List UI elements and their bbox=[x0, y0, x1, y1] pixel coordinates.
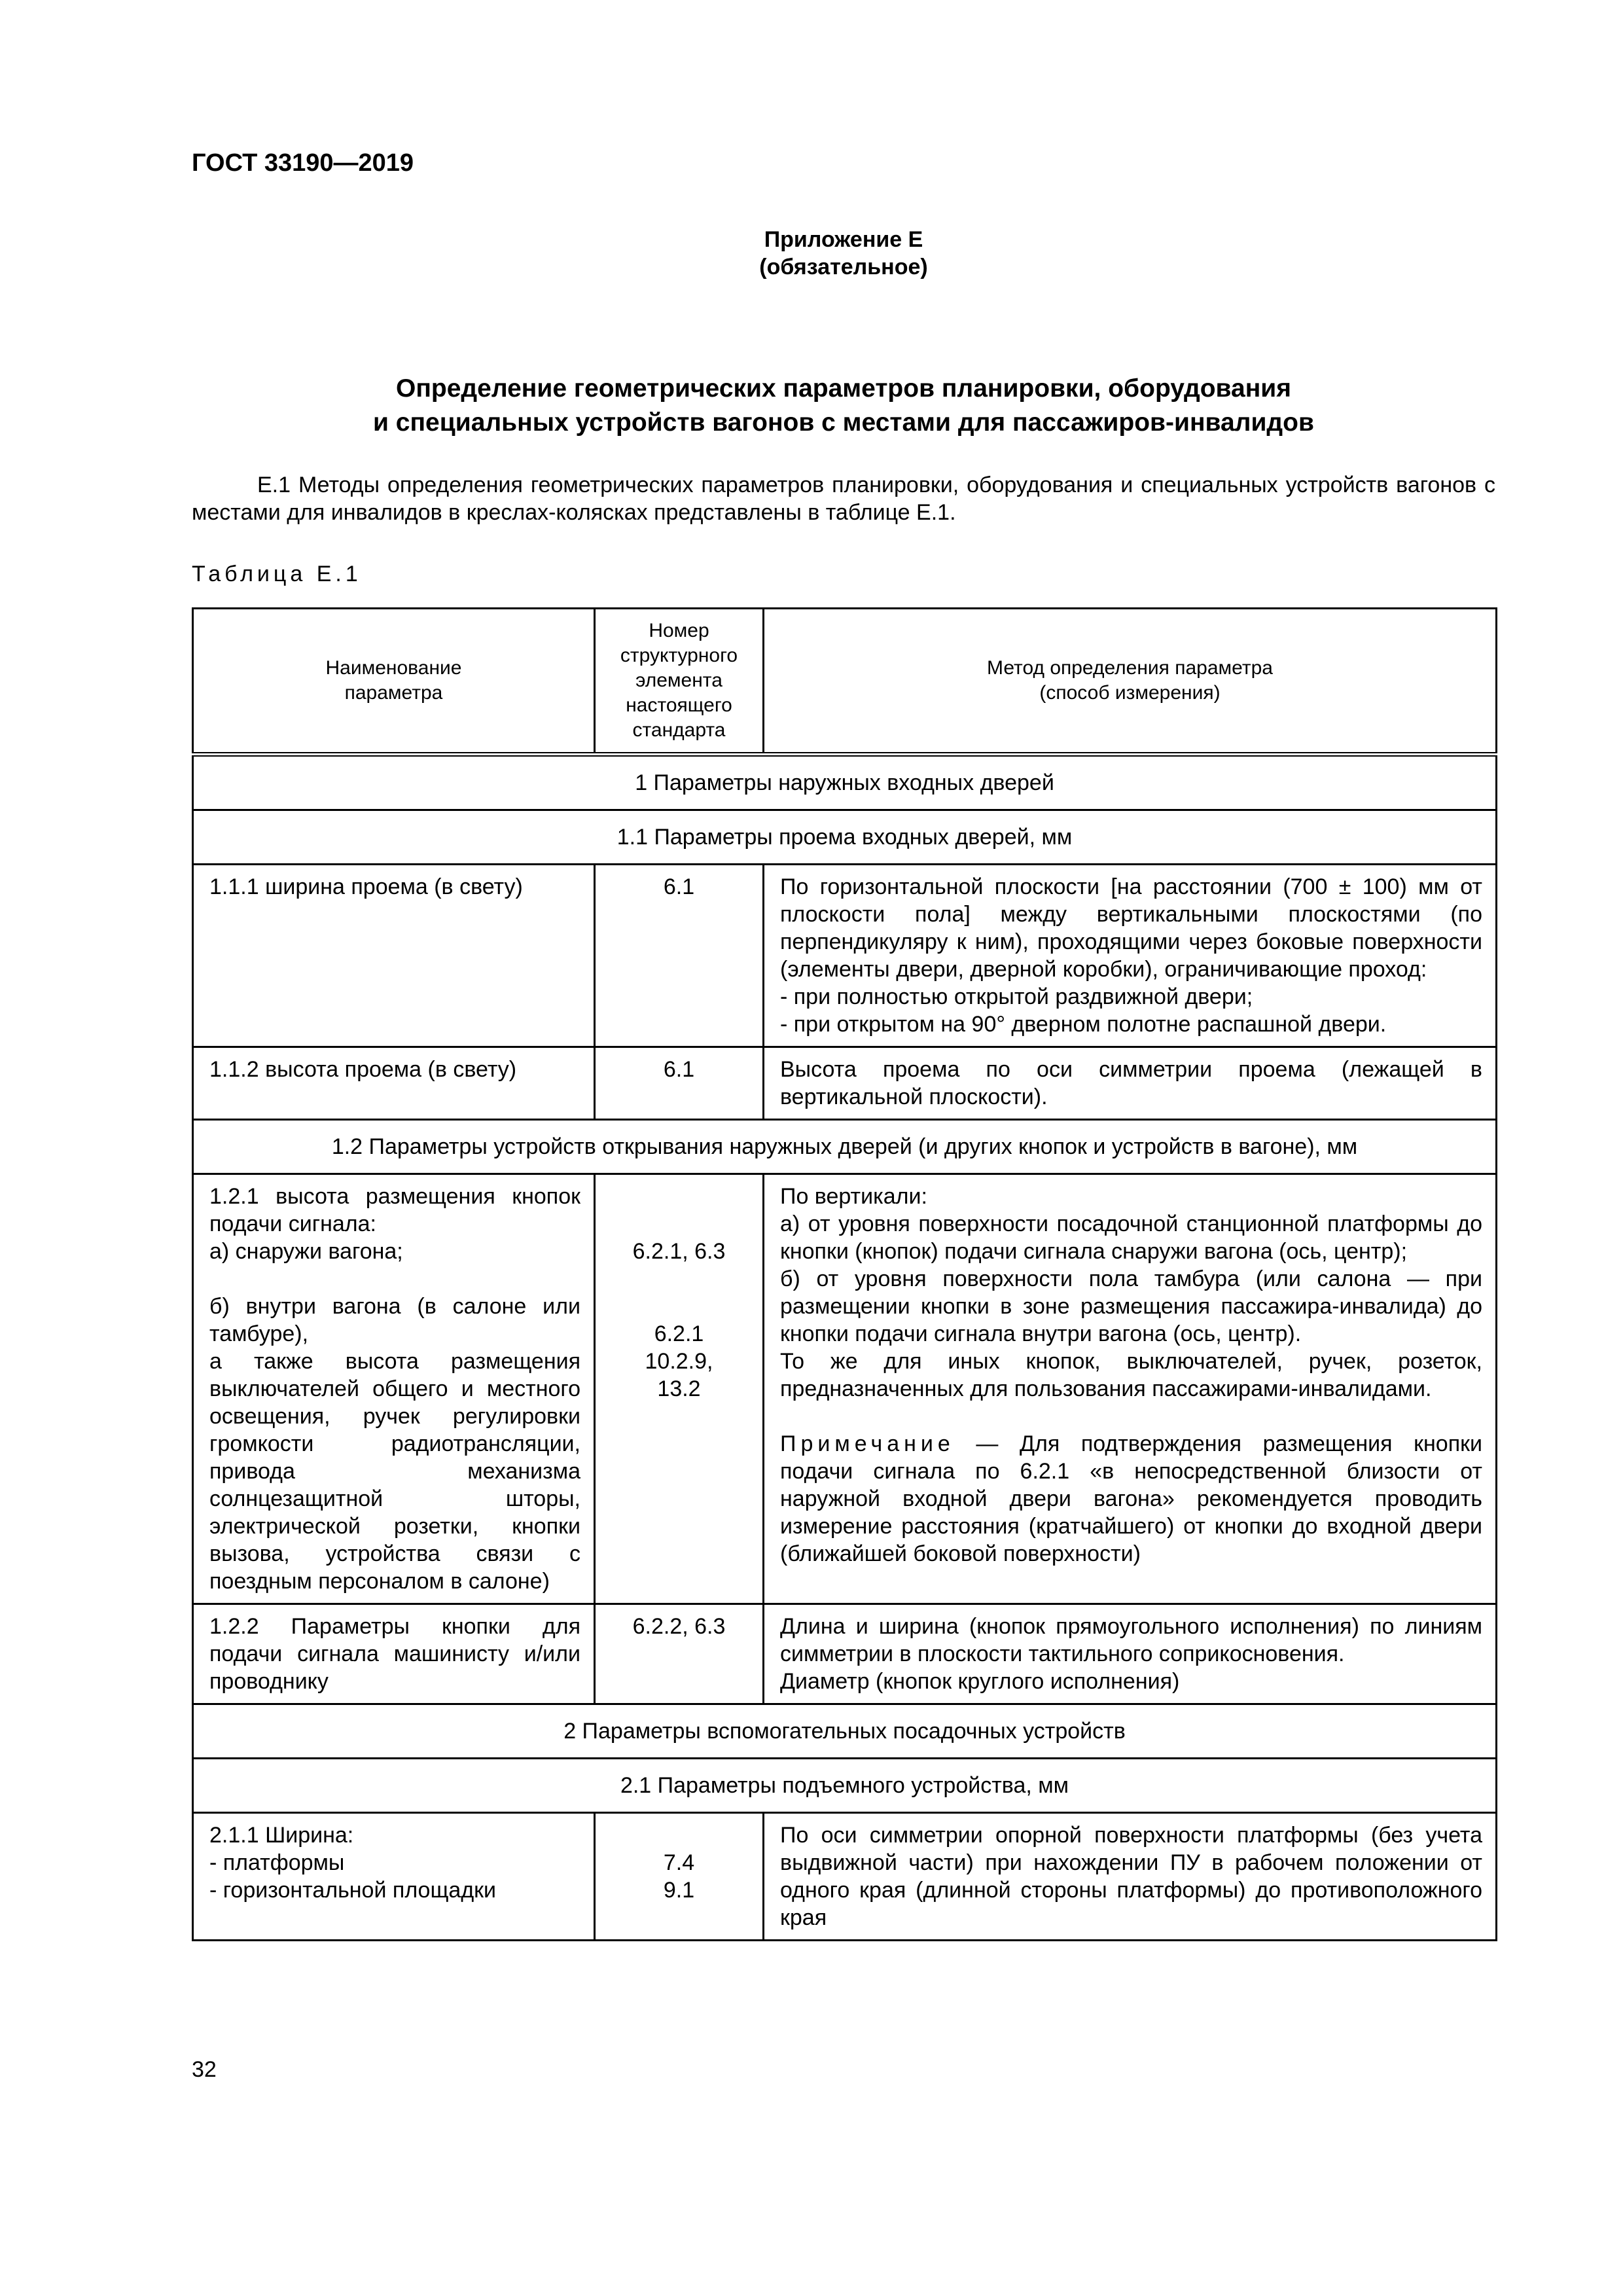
table-row bbox=[193, 1174, 1497, 1604]
subsection-row bbox=[193, 810, 1497, 865]
intro-paragraph: Е.1 Методы определения геометрических параметров планировки, оборудования и специальных устройств вагонов с местами для инвалидов в креслах-колясках представлены в таблице Е.1. bbox=[192, 473, 1495, 525]
header-element-number: Номер структурного элемента настоящего стандарта bbox=[595, 609, 764, 755]
page-number: 32 bbox=[192, 2057, 217, 2082]
row-1-2-1-method: По вертикали: а) от уровня поверхности посадочной станционной платформы до кнопки (кнопок) подачи сигнала снаружи вагона (ось, центр); б) от уровня поверхности пола тамбура (или салона — при размещении кнопки в зоне размещения пассажира-инвалида) до кнопки подачи сигнала внутри вагона (ось, центр). То же для иных кнопок, выключателей, ручек, розеток, предназначенных для пользования пассажирами-инвалидами. Примечание — Для подтверждения размещения кнопки подачи сигнала по 6.2.1 «в непосредственной близости от наружной входной двери вагона» рекомендуется проводить измерение расстояния (кратчайшего) от кнопки до входной двери (ближайшей боковой поверхности) bbox=[764, 1174, 1497, 1604]
subsection-row bbox=[193, 1120, 1497, 1174]
section-1-title: 1 Параметры наружных входных дверей bbox=[193, 755, 1497, 810]
row-1-2-2-name: 1.2.2 Параметры кнопки для подачи сигнала машинисту и/или проводнику bbox=[193, 1604, 595, 1704]
subsection-2-1-title: 2.1 Параметры подъемного устройства, мм bbox=[193, 1759, 1497, 1813]
row-1-1-1-method: По горизонтальной плоскости [на расстоянии (700 ± 100) мм от плоскости пола] между вертикальными плоскостями (по перпендикуляру к ним), проходящими через боковые поверхности (элементы двери, дверной коробки), ограничивающие проход: - при полностью открытой раздвижной двери; - при открытом на 90° дверном полотне распашной двери. bbox=[764, 865, 1497, 1047]
row-1-1-2-number: 6.1 bbox=[595, 1047, 764, 1120]
page-title-line-2: и специальных устройств вагонов с местами для пассажиров-инвалидов bbox=[373, 408, 1314, 437]
row-1-1-2-name: 1.1.2 высота проема (в свету) bbox=[193, 1047, 595, 1120]
annex-heading bbox=[192, 226, 1495, 281]
annex-status: (обязательное) bbox=[759, 255, 928, 279]
table-row bbox=[193, 865, 1497, 1047]
table-row bbox=[193, 1047, 1497, 1120]
row-1-2-1-number: 6.2.1, 6.3 6.2.1 10.2.9, 13.2 bbox=[595, 1174, 764, 1604]
subsection-row bbox=[193, 1759, 1497, 1813]
parameters-table bbox=[192, 607, 1497, 1941]
row-2-1-1-number: 7.4 9.1 bbox=[595, 1813, 764, 1941]
table-row bbox=[193, 1813, 1497, 1941]
header-method: Метод определения параметра (способ измерения) bbox=[764, 609, 1497, 755]
table-caption: Таблица Е.1 bbox=[192, 562, 362, 586]
table-header-row bbox=[193, 609, 1497, 755]
header-parameter-name: Наименование параметра bbox=[193, 609, 595, 755]
row-2-1-1-method: По оси симметрии опорной поверхности платформы (без учета выдвижной части) при нахождении ПУ в рабочем положении от одного края (длинной стороны платформы) до противоположного края bbox=[764, 1813, 1497, 1941]
row-1-1-1-number: 6.1 bbox=[595, 865, 764, 1047]
subsection-1-2-title: 1.2 Параметры устройств открывания наружных дверей (и других кнопок и устройств в вагоне), мм bbox=[193, 1120, 1497, 1174]
row-1-2-1-name: 1.2.1 высота размещения кнопок подачи сигнала: а) снаружи вагона; б) внутри вагона (в салоне или тамбуре), а также высота размещения выключателей общего и местного освещения, ручек регулировки громкости радиотрансляции, привода механизма солнцезащитной шторы, электрической розетки, кнопки вызова, устройства связи с поездным персоналом в салоне) bbox=[193, 1174, 595, 1604]
section-row bbox=[193, 1704, 1497, 1759]
row-1-1-2-method: Высота проема по оси симметрии проема (лежащей в вертикальной плоскости). bbox=[764, 1047, 1497, 1120]
row-1-2-2-method: Длина и ширина (кнопок прямоугольного исполнения) по линиям симметрии в плоскости тактильного соприкосновения. Диаметр (кнопок круглого исполнения) bbox=[764, 1604, 1497, 1704]
section-row bbox=[193, 755, 1497, 810]
page-title bbox=[192, 372, 1495, 440]
section-2-title: 2 Параметры вспомогательных посадочных устройств bbox=[193, 1704, 1497, 1759]
document-code: ГОСТ 33190—2019 bbox=[192, 149, 414, 177]
page-title-line-1: Определение геометрических параметров планировки, оборудования bbox=[395, 374, 1291, 403]
subsection-1-1-title: 1.1 Параметры проема входных дверей, мм bbox=[193, 810, 1497, 865]
row-1-1-1-name: 1.1.1 ширина проема (в свету) bbox=[193, 865, 595, 1047]
row-2-1-1-name: 2.1.1 Ширина: - платформы - горизонтальной площадки bbox=[193, 1813, 595, 1941]
table-row bbox=[193, 1604, 1497, 1704]
annex-title: Приложение Е bbox=[764, 227, 923, 252]
row-1-2-1-note: Примечание — Для подтверждения размещения кнопки подачи сигнала по 6.2.1 «в непосредственной близости от наружной входной двери вагона» рекомендуется проводить измерение расстояния (кратчайшего) от кнопки до входной двери (ближайшей боковой поверхности) bbox=[780, 1431, 1482, 1566]
row-1-2-2-number: 6.2.2, 6.3 bbox=[595, 1604, 764, 1704]
